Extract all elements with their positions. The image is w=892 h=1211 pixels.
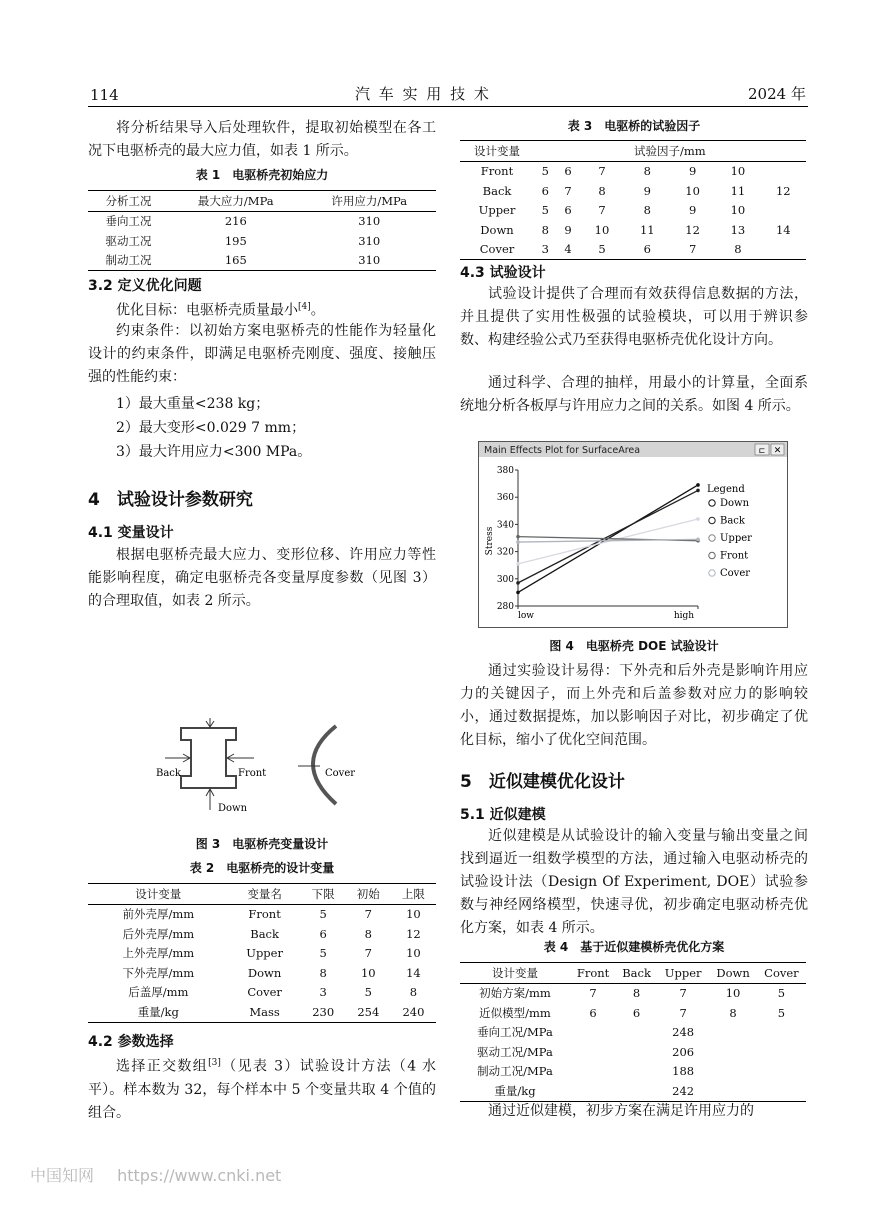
table-cell bbox=[616, 1023, 657, 1043]
table-cell bbox=[570, 1042, 616, 1062]
table-cell: 8 bbox=[541, 222, 549, 237]
table-cell: Back bbox=[250, 926, 279, 941]
table-row bbox=[88, 251, 436, 271]
table-cell: 8 bbox=[409, 985, 418, 1000]
table-cell: 13 bbox=[730, 222, 746, 237]
table-cell: 10 bbox=[406, 946, 421, 961]
table-cell: 6 bbox=[541, 183, 549, 198]
table-row bbox=[88, 963, 436, 983]
y-tick-label: 280 bbox=[496, 602, 514, 612]
table-row bbox=[460, 1023, 806, 1043]
table-cell: Cover bbox=[247, 985, 282, 1000]
table1-caption: 表 1 电驱桥壳初始应力 bbox=[195, 168, 329, 182]
table-row bbox=[88, 231, 436, 251]
table-cell: 10 bbox=[685, 183, 700, 198]
citation: [4] bbox=[298, 302, 311, 312]
table-cell bbox=[761, 201, 806, 221]
table-cell bbox=[757, 1023, 806, 1043]
table-cell: 240 bbox=[402, 1004, 425, 1019]
table-cell bbox=[709, 1042, 757, 1062]
table-cell: 10 bbox=[594, 222, 610, 237]
table-cell: 14 bbox=[775, 222, 791, 237]
table-row bbox=[460, 240, 806, 260]
table-cell: 驱动工况/MPa bbox=[477, 1044, 553, 1059]
citation: [3] bbox=[208, 1058, 221, 1068]
header-rule bbox=[88, 106, 808, 107]
table-cell: 11 bbox=[639, 222, 655, 237]
table-cell: 9 bbox=[564, 222, 572, 237]
table-header: Front bbox=[570, 963, 616, 984]
x-tick-label: high bbox=[673, 611, 695, 621]
table-header: 试验因子/mm bbox=[534, 141, 806, 162]
table-cell: 12 bbox=[406, 926, 421, 941]
table-cell: 8 bbox=[319, 965, 327, 980]
table3-caption: 表 3 电驱桥的试验因子 bbox=[567, 119, 701, 133]
table-cell: Down bbox=[480, 222, 514, 237]
table-cell: 12 bbox=[685, 222, 700, 237]
table-cell: 重量/kg bbox=[494, 1083, 536, 1098]
table-header: 上限 bbox=[391, 884, 436, 905]
table-cell: 垂向工况 bbox=[105, 214, 152, 229]
table-row bbox=[460, 983, 806, 1003]
table-row bbox=[88, 944, 436, 964]
table-cell: 上外壳厚/mm bbox=[122, 946, 195, 961]
table-cell: 7 bbox=[679, 986, 687, 1001]
closing-paragraph: 通过近似建模，初步方案在满足许用应力的 bbox=[488, 1103, 754, 1119]
table-cell: Down bbox=[247, 965, 282, 980]
y-tick-label: 360 bbox=[496, 493, 514, 504]
table-row bbox=[460, 1081, 806, 1101]
table-cell: 前外壳厚/mm bbox=[122, 907, 195, 922]
table4-caption: 表 4 基于近似建模桥壳优化方案 bbox=[543, 940, 725, 954]
table-cell: Mass bbox=[249, 1004, 280, 1019]
legend-label-down: Down bbox=[720, 498, 750, 509]
table-cell bbox=[709, 1081, 757, 1101]
table-row bbox=[460, 1003, 806, 1023]
table-cell: 9 bbox=[688, 164, 697, 179]
p42-text-a: 选择正交数组 bbox=[116, 1058, 209, 1075]
table-cell: 8 bbox=[643, 203, 651, 218]
table-row bbox=[88, 1002, 436, 1022]
table-cell bbox=[757, 1042, 806, 1062]
table-cell: 7 bbox=[598, 203, 606, 218]
watermark-url: https://www.cnki.net bbox=[117, 1166, 282, 1185]
table-cell: 206 bbox=[672, 1044, 695, 1059]
constraint-1: 1）最大重量<238 kg； bbox=[116, 396, 270, 412]
table-cell bbox=[757, 1062, 806, 1082]
table-cell: 8 bbox=[734, 242, 742, 257]
table-cell: 驱动工况 bbox=[105, 233, 152, 248]
issue-year: 2024 年 bbox=[748, 85, 806, 103]
constraint-2: 2）最大变形<0.029 7 mm； bbox=[116, 420, 306, 436]
table-cell: Front bbox=[480, 164, 514, 179]
table-cell bbox=[757, 1081, 806, 1101]
table-row bbox=[460, 161, 806, 181]
goal-end: 。 bbox=[310, 302, 325, 319]
table-cell bbox=[570, 1062, 616, 1082]
section-5-1-paragraph: 近似建模是从试验设计的输入变量与输出变量之间找到逼近一组数学模型的方法，通过输入电驱动桥壳的试验设计法（Design Of Experiment, DOE）试验参数与神经网络模型，快速寻优，初步确定电驱动桥壳优化方案，如表 4 所示。 bbox=[460, 828, 808, 936]
table-cell: 10 bbox=[406, 907, 421, 922]
table-header: Back bbox=[616, 963, 657, 984]
figure4-caption: 图 4 电驱桥壳 DOE 试验设计 bbox=[549, 639, 719, 653]
table-cell: 11 bbox=[730, 183, 746, 198]
figure3-caption: 图 3 电驱桥壳变量设计 bbox=[195, 837, 329, 851]
table-cell: 12 bbox=[775, 183, 791, 198]
table-cell: 重量/kg bbox=[137, 1004, 179, 1019]
constraint-3: 3）最大许用应力<300 MPa。 bbox=[116, 444, 312, 460]
table-cell: 10 bbox=[360, 965, 376, 980]
table-header: 变量名 bbox=[229, 884, 301, 905]
chart-title: Main Effects Plot for SurfaceArea bbox=[484, 445, 641, 456]
data-point-cover bbox=[696, 538, 700, 542]
table-cell: 10 bbox=[730, 164, 746, 179]
watermark-brand: 中国知网 bbox=[30, 1166, 95, 1185]
cover-arc bbox=[313, 726, 336, 804]
data-point-front bbox=[516, 535, 520, 539]
table-cell: 216 bbox=[224, 214, 247, 229]
table2 bbox=[88, 883, 436, 1023]
table-cell: 4 bbox=[564, 242, 572, 257]
table-cell: 254 bbox=[357, 1004, 380, 1019]
legend-label-upper: Upper bbox=[720, 533, 752, 544]
close-icon: ✕ bbox=[773, 446, 782, 456]
label-cover: Cover bbox=[325, 768, 356, 779]
table-row bbox=[88, 904, 436, 924]
table-row bbox=[88, 983, 436, 1003]
table-cell: 7 bbox=[364, 946, 372, 961]
table-cell: Upper bbox=[478, 203, 516, 218]
table-cell: 7 bbox=[589, 986, 597, 1001]
table-cell: Cover bbox=[479, 242, 515, 257]
table-cell bbox=[761, 240, 806, 260]
table-cell: 近似模型/mm bbox=[479, 1005, 551, 1020]
table-cell bbox=[616, 1081, 657, 1101]
legend-label-front: Front bbox=[720, 550, 749, 562]
table-cell: 8 bbox=[364, 926, 372, 941]
table-cell: 242 bbox=[672, 1083, 695, 1098]
section-4-1-paragraph: 根据电驱桥壳最大应力、变形位移、许用应力等性能影响程度，确定电驱桥壳各变量厚度参数（见图 3）的合理取值，如表 2 所示。 bbox=[88, 547, 436, 609]
table-cell: 6 bbox=[643, 242, 651, 257]
table-cell: Upper bbox=[246, 946, 283, 961]
table-cell: 初始方案/mm bbox=[479, 986, 551, 1001]
table-header: 初始 bbox=[346, 884, 391, 905]
table-cell: 7 bbox=[364, 907, 372, 922]
table-cell: 制动工况 bbox=[105, 253, 152, 268]
data-point-down bbox=[696, 483, 700, 487]
section-4-3-paragraph-3: 通过实验设计易得：下外壳和后外壳是影响许用应力的关键因子，而上外壳和后盖参数对应力的影响较小，通过数据提炼，加以影响因子对比，初步确定了优化目标，缩小了优化空间范围。 bbox=[460, 663, 808, 748]
table-cell: 制动工况/MPa bbox=[477, 1064, 553, 1079]
legend-label-cover: Cover bbox=[720, 568, 751, 579]
constraint-paragraph: 约束条件：以初始方案电驱桥壳的性能作为轻量化设计的约束条件，即满足电驱桥壳刚度、强度、接触压强的性能约束： bbox=[88, 323, 436, 385]
section-4-3-heading: 4.3 试验设计 bbox=[460, 265, 546, 281]
table-header: Cover bbox=[757, 963, 806, 984]
label-back: Back bbox=[156, 768, 181, 779]
restore-icon: ⊏ bbox=[758, 446, 766, 455]
table-cell: 9 bbox=[688, 203, 697, 218]
table-cell: 6 bbox=[564, 203, 572, 218]
legend-label-back: Back bbox=[720, 515, 745, 527]
table-cell: 165 bbox=[224, 253, 247, 268]
table-cell: 6 bbox=[319, 926, 327, 941]
data-point-cover bbox=[516, 540, 520, 544]
y-tick-label: 320 bbox=[496, 547, 514, 558]
p42-text-b: （见表 3）试验设计方法（4 水平）。样本数为 32，每个样本中 5 个变量共取 4 个值的组合。 bbox=[88, 1058, 436, 1121]
table-cell: 7 bbox=[688, 242, 697, 257]
table-cell: 310 bbox=[358, 214, 381, 229]
table-row bbox=[460, 181, 806, 201]
table-cell bbox=[570, 1023, 616, 1043]
y-axis-label: Stress bbox=[485, 526, 495, 556]
table-cell bbox=[761, 161, 806, 181]
page-number: 114 bbox=[90, 86, 119, 104]
table-cell bbox=[709, 1062, 757, 1082]
section-4-3-paragraph-2: 通过科学、合理的抽样，用最小的计算量，全面系统地分析各板厚与许用应力之间的关系。如图 4 所示。 bbox=[460, 375, 808, 414]
table3 bbox=[460, 140, 806, 260]
table-cell: 6 bbox=[589, 1005, 597, 1020]
y-tick-label: 380 bbox=[496, 466, 514, 476]
table-header: 设计变量 bbox=[88, 884, 229, 905]
table-cell: Back bbox=[482, 183, 512, 198]
table-cell: 7 bbox=[679, 1005, 687, 1020]
table-cell: 3 bbox=[319, 985, 327, 1000]
table-cell: 8 bbox=[643, 164, 651, 179]
figure3-diagram bbox=[150, 718, 370, 818]
table-cell: 5 bbox=[319, 907, 327, 922]
table-cell bbox=[709, 1023, 757, 1043]
table-row bbox=[88, 924, 436, 944]
intro-paragraph: 将分析结果导入后处理软件，提取初始模型在各工况下电驱桥壳的最大应力值，如表 1 所示。 bbox=[88, 120, 436, 159]
table-cell: 8 bbox=[598, 183, 606, 198]
data-point-upper bbox=[516, 562, 520, 566]
table-cell: 下外壳厚/mm bbox=[122, 965, 195, 980]
section-4-2-heading: 4.2 参数选择 bbox=[88, 1034, 174, 1050]
figure4-chart bbox=[478, 441, 788, 628]
table-header: Upper bbox=[657, 963, 709, 984]
table-cell: Front bbox=[248, 907, 281, 922]
table-cell: 5 bbox=[541, 203, 549, 218]
table-cell: 5 bbox=[777, 1005, 786, 1020]
table-header: 分析工况 bbox=[88, 191, 169, 212]
goal-text: 优化目标：电驱桥壳质量最小 bbox=[116, 302, 298, 319]
table-cell: 10 bbox=[730, 203, 746, 218]
table-header: 设计变量 bbox=[460, 963, 570, 984]
data-point-upper bbox=[696, 517, 700, 521]
data-point-down bbox=[516, 591, 520, 595]
table-cell: 垂向工况/MPa bbox=[477, 1025, 553, 1040]
table-header: 许用应力/MPa bbox=[303, 191, 436, 212]
table-cell: 后盖厚/mm bbox=[128, 985, 189, 1000]
section-5-1-heading: 5.1 近似建模 bbox=[460, 807, 546, 823]
section-5-heading: 5 近似建模优化设计 bbox=[460, 772, 625, 792]
table-cell: 6 bbox=[632, 1005, 641, 1020]
table-cell: 248 bbox=[672, 1025, 695, 1040]
section-4-heading: 4 试验设计参数研究 bbox=[88, 490, 253, 510]
table-cell: 5 bbox=[319, 946, 327, 961]
y-tick-label: 340 bbox=[496, 520, 514, 531]
table-header: 设计变量 bbox=[460, 141, 534, 162]
table-header: 下限 bbox=[301, 884, 346, 905]
data-point-back bbox=[516, 581, 520, 585]
table-cell: 188 bbox=[672, 1064, 695, 1079]
table-cell bbox=[616, 1042, 657, 1062]
cnki-watermark bbox=[30, 1163, 281, 1186]
table-cell: 5 bbox=[598, 242, 606, 257]
table-cell: 230 bbox=[312, 1004, 335, 1019]
journal-title: 汽 车 实 用 技 术 bbox=[355, 85, 491, 103]
table2-caption: 表 2 电驱桥壳的设计变量 bbox=[189, 861, 335, 875]
table-cell: 310 bbox=[358, 233, 381, 248]
goal-paragraph bbox=[88, 296, 436, 323]
table-cell: 3 bbox=[541, 242, 549, 257]
table1 bbox=[88, 190, 436, 271]
table-row bbox=[460, 220, 806, 240]
table-cell: 310 bbox=[358, 253, 381, 268]
table-cell: 5 bbox=[541, 164, 549, 179]
table-header: Down bbox=[709, 963, 757, 984]
section-4-1-heading: 4.1 变量设计 bbox=[88, 525, 174, 541]
table-cell bbox=[570, 1081, 616, 1101]
data-point-back bbox=[696, 489, 700, 493]
section-3-2-heading: 3.2 定义优化问题 bbox=[88, 278, 202, 294]
table-header: 最大应力/MPa bbox=[169, 191, 302, 212]
legend-title: Legend bbox=[707, 484, 745, 495]
label-down: Down bbox=[218, 803, 248, 814]
table-cell: 10 bbox=[725, 986, 741, 1001]
table-cell: 后外壳厚/mm bbox=[122, 926, 195, 941]
table-cell: 8 bbox=[729, 1005, 737, 1020]
table-cell: 8 bbox=[632, 986, 641, 1001]
table-cell: 5 bbox=[364, 985, 372, 1000]
table-cell: 5 bbox=[777, 986, 786, 1001]
table-cell: 7 bbox=[598, 164, 606, 179]
table-row bbox=[460, 1042, 806, 1062]
label-front: Front bbox=[238, 768, 267, 779]
table4 bbox=[460, 962, 806, 1102]
table-cell: 6 bbox=[564, 164, 572, 179]
table-cell: 14 bbox=[406, 965, 421, 980]
table-cell: 9 bbox=[643, 183, 651, 198]
table-row bbox=[460, 201, 806, 221]
table-cell: 195 bbox=[224, 233, 247, 248]
section-4-3-paragraph-1: 试验设计提供了合理而有效获得信息数据的方法，并且提供了实用性极强的试验模块，可以用于辨识参数、构建经验公式乃至获得电驱桥壳优化设计方向。 bbox=[460, 286, 808, 348]
table-cell: 7 bbox=[564, 183, 572, 198]
table-row bbox=[88, 211, 436, 231]
y-tick-label: 300 bbox=[496, 574, 514, 585]
x-tick-label: low bbox=[517, 611, 535, 621]
table-row bbox=[460, 1062, 806, 1082]
table-cell bbox=[616, 1062, 657, 1082]
section-4-2-paragraph bbox=[88, 1052, 436, 1125]
